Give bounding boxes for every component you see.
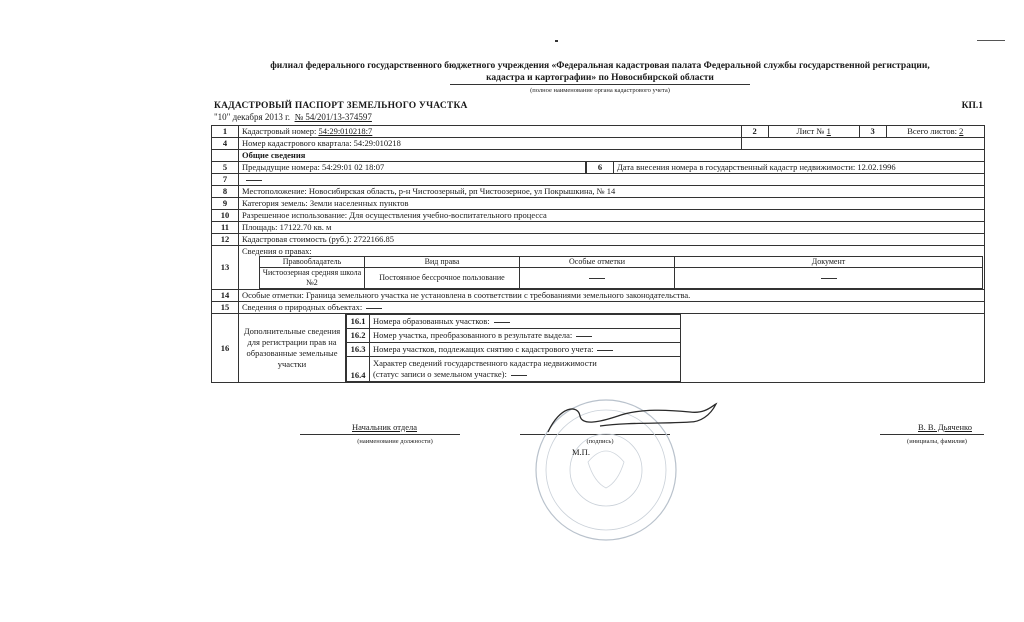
row-number: 13 xyxy=(212,246,239,290)
natural-objects: Сведения о природных объектах: xyxy=(242,302,363,312)
row-rights xyxy=(212,246,985,290)
sub-row-text xyxy=(370,329,681,343)
row-number: 7 xyxy=(212,174,239,186)
empty-cell xyxy=(741,138,984,150)
cadastral-table xyxy=(211,125,985,383)
sub-row-label: Характер сведений государственного кадастра недвижимости xyxy=(373,358,597,368)
row-area xyxy=(212,222,985,234)
row-number: 5 xyxy=(212,162,239,174)
document-date: "10" декабря 2013 г. xyxy=(214,112,291,122)
rights-cell xyxy=(239,246,985,290)
row-number: 4 xyxy=(212,138,239,150)
document-title: КАДАСТРОВЫЙ ПАСПОРТ ЗЕМЕЛЬНОГО УЧАСТКА xyxy=(214,101,468,111)
row-quarter-number xyxy=(212,138,985,150)
row-previous-numbers xyxy=(212,162,985,174)
row-additional-info xyxy=(212,314,985,383)
document-number: № 54/201/13-374597 xyxy=(294,112,372,122)
signer-name: В. В. Дьяченко xyxy=(918,422,972,432)
document-date-line xyxy=(214,112,372,122)
quarter-number: Номер кадастрового квартала: 54:29:010218 xyxy=(239,138,742,150)
dash xyxy=(589,278,605,279)
row-number: 16 xyxy=(212,314,239,383)
row-number: 1 xyxy=(212,126,239,138)
land-category: Категория земель: Земли населенных пунктов xyxy=(239,198,985,210)
additional-info-table xyxy=(346,314,681,382)
sub-row-text xyxy=(370,343,681,357)
row-number: 11 xyxy=(212,222,239,234)
total-sheets-cell xyxy=(886,126,984,138)
row-land-category xyxy=(212,198,985,210)
row-permitted-use xyxy=(212,210,985,222)
rights-table xyxy=(259,256,983,289)
dash xyxy=(597,350,613,351)
rights-type: Постоянное бессрочное пользование xyxy=(365,268,520,289)
row-number: 9 xyxy=(212,198,239,210)
position-caption: (наименование должности) xyxy=(357,438,433,445)
rights-document xyxy=(675,268,983,289)
scan-mark xyxy=(977,40,1005,41)
position-title: Начальник отдела xyxy=(352,422,418,432)
organization-name-line2: кадастра и картографии» по Новосибирской области xyxy=(486,73,714,83)
row-cadastral-number xyxy=(212,126,985,138)
row-number: 10 xyxy=(212,210,239,222)
previous-numbers: Предыдущие номера: 54:29:01 02 18:07 xyxy=(239,162,586,174)
registration-date-cell xyxy=(586,162,985,174)
sub-row-text xyxy=(370,357,681,382)
sub-row-number: 16.1 xyxy=(347,315,370,329)
area: Площадь: 17122.70 кв. м xyxy=(239,222,985,234)
total-sheets-label: Всего листов: xyxy=(907,126,958,136)
row-number: 15 xyxy=(212,302,239,314)
organization-caption: (полное наименование органа кадастрового учета) xyxy=(530,87,670,94)
rights-header-notes: Особые отметки xyxy=(520,257,675,268)
dash xyxy=(246,180,262,181)
sub-row-label: (статус записи о земельном участке): xyxy=(373,369,507,379)
sub-row-label: Номер участка, преобразованного в результате выдела: xyxy=(373,330,573,340)
permitted-use: Разрешенное использование: Для осуществления учебно-воспитательного процесса xyxy=(239,210,985,222)
row-cadastral-value xyxy=(212,234,985,246)
rights-header-holder: Правообладатель xyxy=(260,257,365,268)
handwritten-signature-icon xyxy=(540,396,730,446)
name-caption: (инициалы, фамилия) xyxy=(907,438,967,445)
rights-header-type: Вид права xyxy=(365,257,520,268)
cadastral-number-label: Кадастровый номер: xyxy=(242,126,317,136)
dash xyxy=(511,375,527,376)
sub-row-label: Номера участков, подлежащих снятию с кадастрового учета: xyxy=(373,344,594,354)
empty-num xyxy=(212,150,239,162)
cadastral-number-value: 54:29:010218:7 xyxy=(318,126,373,136)
sub-row-number: 16.3 xyxy=(347,343,370,357)
additional-info-label: Дополнительные сведения для регистрации прав на образованные земельные участки xyxy=(239,314,346,382)
dash xyxy=(821,278,837,279)
row-location xyxy=(212,186,985,198)
row-number: 14 xyxy=(212,290,239,302)
organization-underline xyxy=(450,84,750,85)
cadastral-number-cell xyxy=(239,126,742,138)
rights-holder: Чистоозерная средняя школа №2 xyxy=(260,268,365,289)
row-general-heading xyxy=(212,150,985,162)
row-number: 2 xyxy=(741,126,768,138)
row-number: 12 xyxy=(212,234,239,246)
scan-dot xyxy=(555,40,558,42)
natural-objects-cell xyxy=(239,302,985,314)
sheet-number-cell xyxy=(768,126,859,138)
sheet-number-value: 1 xyxy=(826,126,831,136)
location: Местоположение: Новосибирская область, р-н Чистоозерный, рп Чистоозерное, ул Покрышкина, № 14 xyxy=(239,186,985,198)
name-line xyxy=(880,434,984,435)
rights-title: Сведения о правах: xyxy=(242,246,312,256)
rights-header-document: Документ xyxy=(675,257,983,268)
position-line xyxy=(300,434,460,435)
row-number: 8 xyxy=(212,186,239,198)
row-number: 6 xyxy=(587,162,614,173)
general-info-heading: Общие сведения xyxy=(239,150,985,162)
row-7-value xyxy=(239,174,985,186)
organization-name-line1: филиал федерального государственного бюджетного учреждения «Федеральная кадастровая палата Федеральной службы государственной регистрации, xyxy=(270,61,930,71)
special-notes: Особые отметки: Граница земельного участка не установлена в соответствии с требованиями земельного законодательства. xyxy=(239,290,985,302)
signature-caption: (подпись) xyxy=(586,438,614,445)
row-7 xyxy=(212,174,985,186)
additional-info-cell xyxy=(239,314,985,383)
dash xyxy=(576,336,592,337)
registration-date: Дата внесения номера в государственный кадастр недвижимости: 12.02.1996 xyxy=(617,162,896,172)
stamp-label: М.П. xyxy=(572,447,590,457)
total-sheets-value: 2 xyxy=(959,126,964,136)
sub-row-label: Номера образованных участков: xyxy=(373,316,490,326)
dash xyxy=(494,322,510,323)
form-code: КП.1 xyxy=(961,101,983,111)
rights-notes xyxy=(520,268,675,289)
row-natural-objects xyxy=(212,302,985,314)
dash xyxy=(366,308,382,309)
cadastral-value: Кадастровая стоимость (руб.): 2722166.85 xyxy=(239,234,985,246)
sub-row-number: 16.2 xyxy=(347,329,370,343)
row-special-notes xyxy=(212,290,985,302)
sub-row-number: 16.4 xyxy=(347,357,370,382)
row-number: 3 xyxy=(859,126,886,138)
sub-row-text xyxy=(370,315,681,329)
sheet-number-label: Лист № xyxy=(796,126,825,136)
